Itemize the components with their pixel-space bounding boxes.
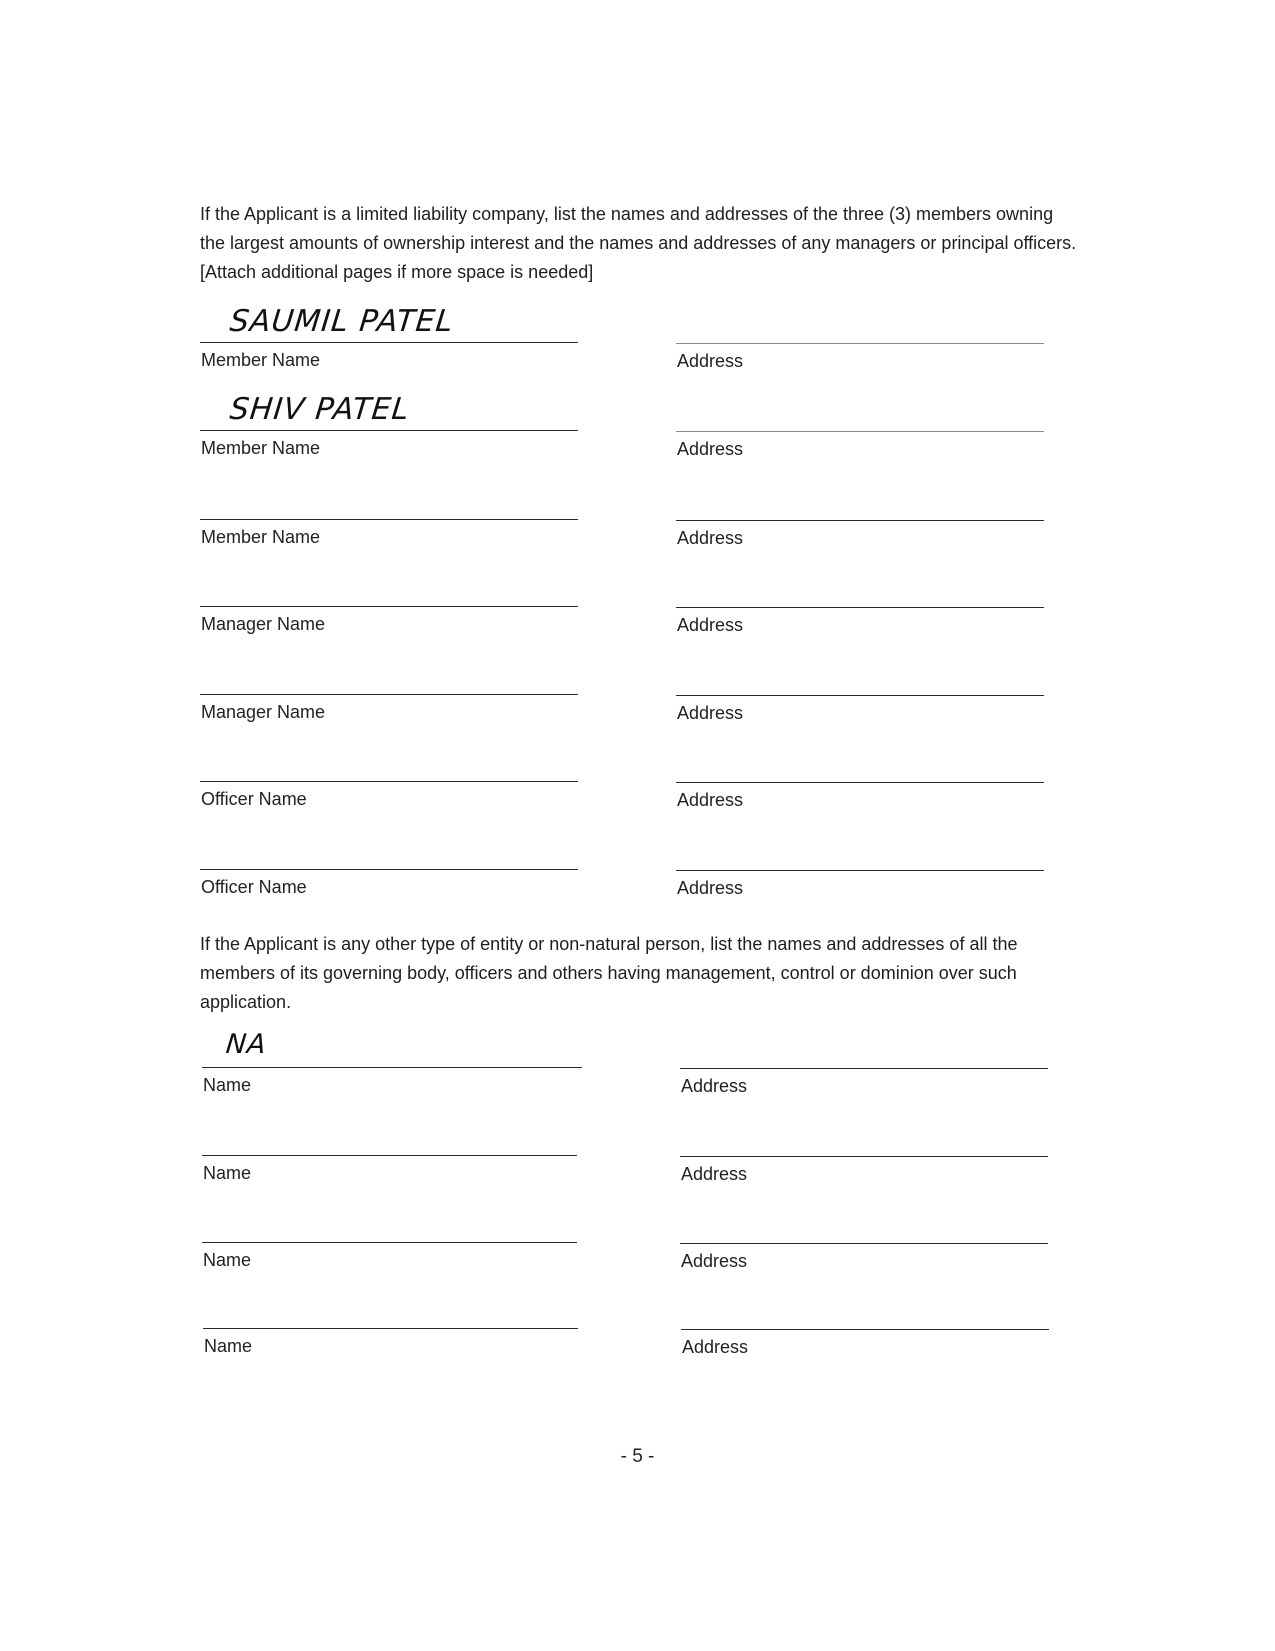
address-line-3 [676,520,1044,521]
manager-name-line-1 [200,606,578,607]
member-name-label-2: Member Name [201,438,321,458]
address-line-11 [681,1329,1049,1330]
member-name-field-2[interactable] [200,392,578,470]
address-label-1: Address [677,351,744,371]
officer-name-label-1: Officer Name [201,789,307,809]
name-label-4: Name [204,1336,253,1356]
name-label-2: Name [203,1163,252,1183]
officer-name-field-1[interactable] [200,751,578,821]
address-line-8 [680,1068,1048,1069]
name-field-1[interactable] [202,1029,582,1107]
name-line-2 [202,1155,577,1156]
address-label-11: Address [682,1337,749,1357]
address-field-2[interactable] [676,401,1044,471]
address-line-10 [680,1243,1048,1244]
address-line-9 [680,1156,1048,1157]
officer-name-line-1 [200,781,578,782]
member-name-label-3: Member Name [201,527,321,547]
manager-name-label-1: Manager Name [201,614,326,634]
name-field-4[interactable] [203,1298,578,1368]
member-name-field-1[interactable] [200,304,578,382]
handwritten-member-name-1: SAUMIL PATEL [228,304,456,339]
address-field-11[interactable] [681,1299,1049,1369]
address-label-6: Address [677,790,744,810]
address-label-2: Address [677,439,744,459]
address-label-9: Address [681,1164,748,1184]
member-name-label-1: Member Name [201,350,321,370]
address-label-3: Address [677,528,744,548]
member-name-line-3 [200,519,578,520]
manager-name-field-2[interactable] [200,664,578,734]
address-label-8: Address [681,1076,748,1096]
address-field-4[interactable] [676,577,1044,647]
address-line-6 [676,782,1044,783]
name-label-1: Name [203,1075,252,1095]
officer-name-field-2[interactable] [200,839,578,909]
address-field-1[interactable] [676,313,1044,383]
address-line-1 [676,343,1044,344]
llc-instructions: If the Applicant is a limited liability company, list the names and addresses of the three (3) members owning the largest amounts of ownership interest and the names and addresses of any managers or principal officers. [Attach additional pages if more space is needed] [200,204,1077,282]
address-line-4 [676,607,1044,608]
officer-name-label-2: Officer Name [201,877,307,897]
address-field-6[interactable] [676,752,1044,822]
member-name-line-2 [200,430,578,431]
address-line-7 [676,870,1044,871]
manager-name-line-2 [200,694,578,695]
handwritten-name-1: NA [224,1029,269,1060]
page-number: - 5 - [620,1446,655,1467]
member-name-field-3[interactable] [200,489,578,559]
member-name-line-1 [200,342,578,343]
address-label-10: Address [681,1251,748,1271]
manager-name-field-1[interactable] [200,576,578,646]
address-field-3[interactable] [676,490,1044,560]
officer-name-line-2 [200,869,578,870]
manager-name-label-2: Manager Name [201,702,326,722]
address-label-7: Address [677,878,744,898]
address-label-4: Address [677,615,744,635]
name-line-3 [202,1242,577,1243]
name-label-3: Name [203,1250,252,1270]
name-line-1 [202,1067,582,1068]
address-field-10[interactable] [680,1213,1048,1283]
handwritten-member-name-2: SHIV PATEL [228,392,412,427]
name-field-2[interactable] [202,1125,577,1195]
address-field-9[interactable] [680,1126,1048,1196]
address-field-8[interactable] [680,1038,1048,1108]
address-field-5[interactable] [676,665,1044,735]
address-line-5 [676,695,1044,696]
name-field-3[interactable] [202,1212,577,1282]
name-line-4 [203,1328,578,1329]
address-label-5: Address [677,703,744,723]
address-line-2 [676,431,1044,432]
address-field-7[interactable] [676,840,1044,910]
other-entity-instructions: If the Applicant is any other type of entity or non-natural person, list the names and addresses of all the members of its governing body, officers and others having management, control or dominion over such application. [200,934,1018,1012]
